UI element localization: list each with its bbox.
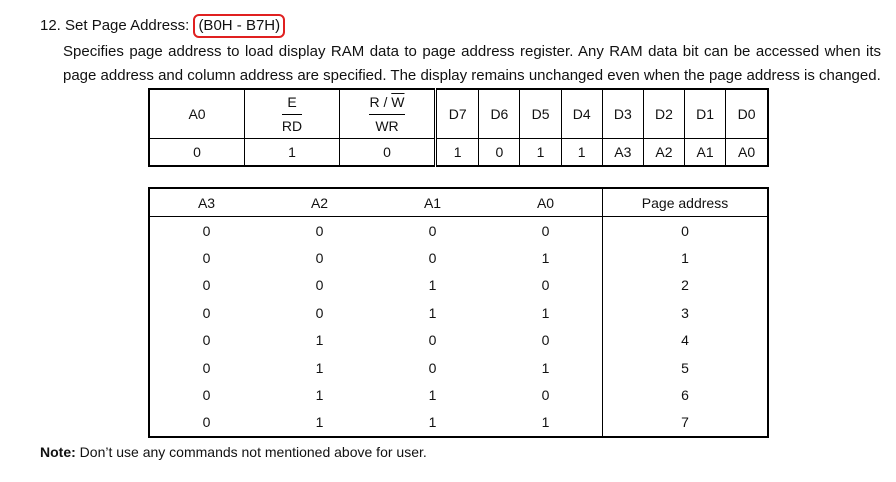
bit-cell: 1 [315,414,324,431]
page-address-cell: 5 [603,354,769,381]
bit-cell: 0 [315,250,324,267]
page-table-header-row [149,188,768,217]
page-address-cell: 3 [603,299,769,326]
value-a0: 0 [149,139,245,167]
bit-cell: 0 [202,277,211,294]
bit-cell: 0 [541,387,550,404]
bit-cell: 1 [428,304,437,321]
bit-cell: 1 [428,414,437,431]
footnote [40,444,427,460]
value-e-rd: 1 [245,139,340,167]
table-row [149,299,768,326]
header-rd: RD [282,114,302,135]
bit-cell: 0 [428,222,437,239]
bit-cell: 0 [315,277,324,294]
page-address-cell: 0 [603,217,769,245]
header-d0: D0 [726,89,768,139]
bit-cell: 0 [428,250,437,267]
value-d7: 1 [436,139,479,167]
value-d0: A0 [726,139,768,167]
bit-cell: 0 [202,304,211,321]
highlighted-command-code: (B0H - B7H) [193,14,285,38]
header-wr: WR [369,114,404,135]
table-row [149,354,768,381]
bit-cell: 1 [541,359,550,376]
table-row [149,217,768,245]
heading-prefix: 12. Set Page Address: [40,17,194,34]
header-d2: D2 [643,89,684,139]
header-slash: / [383,94,388,110]
bit-cell: 1 [541,250,550,267]
instruction-value-row [149,139,768,167]
value-d6: 0 [479,139,520,167]
bit-cell: 0 [202,332,211,349]
value-r-wr: 0 [340,139,436,167]
table-row [149,244,768,271]
page-address-table [148,187,769,438]
page-address-cell: 6 [603,381,769,408]
page-address-cell: 1 [603,244,769,271]
bit-cell: 1 [428,277,437,294]
header-d1: D1 [685,89,726,139]
header-page-address: Page address [603,188,769,217]
bit-cell: 0 [202,387,211,404]
bit-cell: 0 [202,222,211,239]
header-a3: A3 [149,188,263,217]
value-d1: A1 [685,139,726,167]
page-address-cell: 7 [603,409,769,437]
table-row [149,409,768,437]
header-d4: D4 [561,89,602,139]
bit-cell: 0 [541,332,550,349]
bit-cell: 0 [202,359,211,376]
value-d3: A3 [602,139,643,167]
header-e: E [287,94,297,110]
bit-cell: 1 [541,414,550,431]
table-row [149,272,768,299]
bit-cell: 1 [428,387,437,404]
instruction-table [148,88,769,167]
bit-cell: 0 [202,250,211,267]
header-e-rd [245,89,340,139]
bit-cell: 1 [315,359,324,376]
bit-cell: 0 [541,277,550,294]
bit-cell: 1 [315,332,324,349]
note-text: Don’t use any commands not mentioned above for user. [75,444,427,460]
bit-cell: 1 [315,387,324,404]
bit-cell: 0 [315,222,324,239]
header-d3: D3 [602,89,643,139]
section-heading [40,14,285,38]
bit-cell: 0 [428,332,437,349]
note-label: Note: [40,444,76,460]
page-address-cell: 2 [603,272,769,299]
section-description: Specifies page address to load display RAM data to page address register. Any RAM data bit can be accessed when its page address and column address are specified. The display remains unchanged even when the page address is changed. [63,43,881,84]
value-d4: 1 [561,139,602,167]
header-a0-bit: A0 [489,188,603,217]
table-row [149,381,768,408]
header-d7: D7 [436,89,479,139]
bit-cell: 1 [541,304,550,321]
table-row [149,327,768,354]
instruction-header-row [149,89,768,139]
bit-cell: 0 [315,304,324,321]
header-d5: D5 [520,89,561,139]
bit-cell: 0 [541,222,550,239]
header-a1: A1 [376,188,489,217]
page-address-cell: 4 [603,327,769,354]
header-a0: A0 [149,89,245,139]
header-r: R [369,94,380,110]
header-r-wr [340,89,436,139]
bit-cell: 0 [428,359,437,376]
value-d5: 1 [520,139,561,167]
header-w: $\overline{W}$ [391,94,405,110]
value-d2: A2 [643,139,684,167]
header-d6: D6 [479,89,520,139]
header-a2: A2 [263,188,376,217]
bit-cell: 0 [202,414,211,431]
